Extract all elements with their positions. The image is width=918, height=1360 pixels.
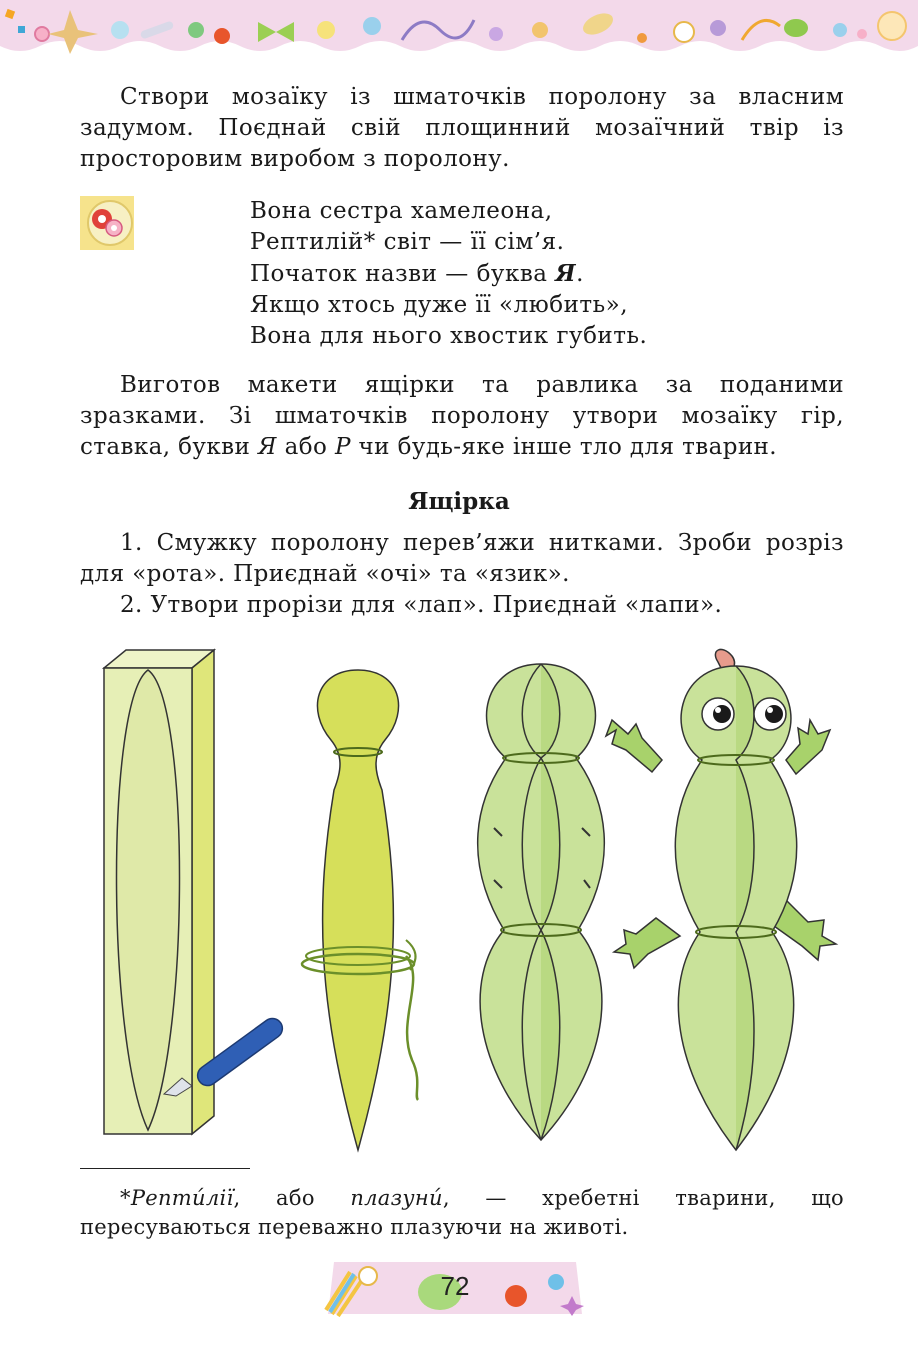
section-title: Ящірка [408, 488, 510, 515]
riddle-line-end: . [576, 261, 584, 287]
task-letter: Я [257, 434, 277, 460]
task-text: або [276, 434, 335, 460]
task-paragraph [80, 370, 844, 463]
intro-paragraph [80, 82, 844, 175]
riddle-poem [250, 196, 647, 352]
task-text: чи будь-яке інше тло для тварин. [350, 434, 777, 460]
step-2: 2. Утвори прорізи для «лап». Приєднай «лапи». [120, 592, 723, 618]
footnote-star: * [120, 1186, 131, 1210]
footnote-divider [80, 1168, 250, 1169]
decor-ornaments-icon [0, 0, 918, 58]
top-decorative-border [0, 0, 918, 58]
segmented-foam-icon [478, 664, 605, 1140]
foam-block-icon [104, 650, 214, 1134]
footnote-term: плазунú [350, 1186, 443, 1210]
lizard-icon [606, 649, 836, 1150]
lizard-steps-illustration [96, 640, 856, 1164]
steps-list [80, 528, 844, 621]
footnote [80, 1184, 844, 1242]
riddle-line: Вона для нього хвостик губить. [250, 323, 648, 349]
page-number-banner [320, 1256, 590, 1320]
footnote-term: Рептúлії [130, 1186, 234, 1210]
riddle-flower-icon [80, 196, 134, 250]
riddle-line-text: Початок назви — буква [250, 261, 556, 287]
footnote-text: , — хребетні тварини, що пересуваються переважно плазуючи на животі. [80, 1186, 844, 1239]
page-number: 72 [440, 1271, 470, 1301]
step-1: 1. Смужку поролону перев’яжи нитками. Зроби розріз для «рота». Приєднай «очі» та «язик». [80, 530, 844, 587]
footnote-text: , або [233, 1186, 351, 1210]
tied-foam-icon [302, 670, 418, 1150]
riddle-line: Рептилій* світ — її сім’я. [250, 229, 565, 255]
task-text: Виготов макети ящірки та равлика за поданими зразками. Зі шматочків поролону утвори мозаїку гір, ставка, букви [80, 372, 844, 460]
riddle-line [250, 258, 647, 290]
riddle-line: Якщо хтось дуже її «любить», [250, 292, 629, 318]
riddle-line: Вона сестра хамелеона, [250, 198, 553, 224]
riddle-letter: Я [555, 260, 577, 287]
intro-text: Створи мозаїку із шматочків поролону за власним задумом. Поєднай свій площинний мозаїчний твір із просторовим виробом з поролону. [80, 84, 844, 172]
task-letter: Р [334, 434, 351, 460]
